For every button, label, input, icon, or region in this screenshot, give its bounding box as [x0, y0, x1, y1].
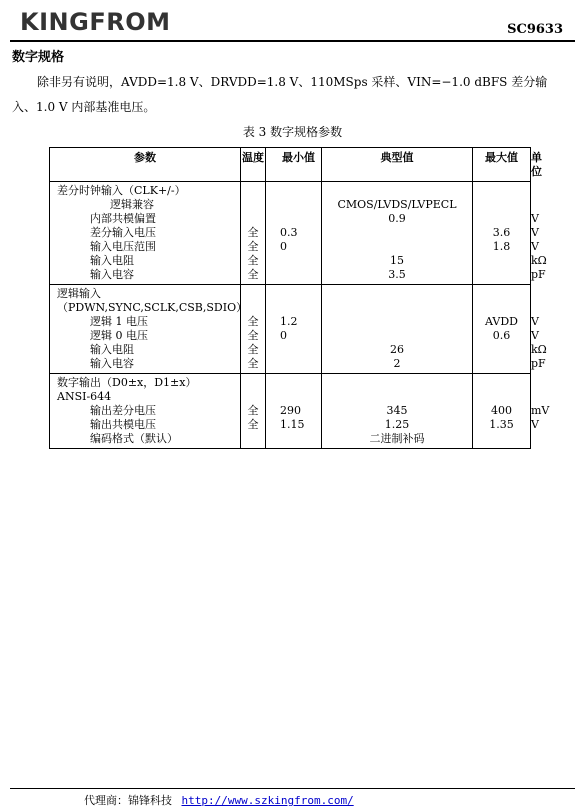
value	[241, 432, 265, 446]
param-label: 差分输入电压	[90, 226, 156, 239]
section-title: 数字规格	[12, 50, 65, 65]
footer-divider	[10, 788, 575, 789]
value: 290	[280, 404, 301, 417]
temp-cell	[241, 182, 266, 285]
group-title: 差分时钟输入（CLK+/-）	[57, 184, 186, 197]
value: 全	[247, 240, 259, 253]
value: 全	[247, 343, 259, 356]
value: 全	[247, 418, 259, 431]
value: 0	[280, 329, 287, 342]
param-cell	[50, 182, 241, 285]
value: 3.5	[388, 268, 406, 281]
value	[280, 268, 321, 282]
value	[322, 315, 472, 329]
value: 全	[247, 226, 259, 239]
value: 400	[491, 404, 512, 417]
param-label: 输入电阻	[90, 254, 134, 267]
value	[241, 198, 265, 212]
value: 0.9	[388, 212, 406, 225]
value	[473, 212, 530, 226]
param-label: 输入电容	[90, 357, 134, 370]
model-number: SC9633	[507, 22, 563, 37]
table-header-row: 参数 温度 最小值 典型值 最大值 单位	[50, 148, 531, 182]
footer	[84, 792, 354, 808]
digital-spec-table	[49, 147, 550, 449]
value: 0.6	[492, 329, 511, 342]
header-max: 最大值	[473, 148, 531, 182]
table-group-row: 差分时钟输入（CLK+/-） 逻辑兼容 内部共模偏置 差分输入电压 输入电压范围 输入电阻 输入电容 全 全 全 全 0.3 0 CMOS/LVDS/LVPECL 0.9 15 3.5 3.6 1.8 V V V kΩ pF	[50, 182, 531, 285]
param-label: 编码格式（默认）	[90, 432, 178, 445]
value	[473, 198, 530, 212]
header-divider	[10, 40, 575, 42]
typ-cell	[322, 374, 473, 449]
param-label: 输出共模电压	[90, 418, 156, 431]
group-title: 数字输出（D0±x，D1±x）	[57, 376, 197, 389]
param-cell	[50, 374, 241, 449]
footer-label: 代理商：锦锋科技	[84, 794, 172, 807]
value: 0	[280, 240, 287, 253]
min-cell	[266, 374, 322, 449]
temp-cell	[241, 285, 266, 374]
param-label: 输入电容	[90, 268, 134, 281]
typ-cell	[322, 285, 473, 374]
param-label: 输出差分电压	[90, 404, 156, 417]
temp-cell	[241, 374, 266, 449]
header-param: 参数	[50, 148, 241, 182]
typ-cell	[322, 182, 473, 285]
value: 1.15	[280, 418, 305, 431]
value: 全	[247, 404, 259, 417]
param-label: 逻辑 0 电压	[90, 329, 148, 342]
company-logo: KINGFROM	[20, 8, 171, 36]
value	[473, 357, 530, 371]
value	[473, 268, 530, 282]
group-title: ANSI-644	[57, 390, 112, 403]
footer-link[interactable]: http://www.szkingfrom.com/	[181, 794, 354, 807]
value	[280, 357, 321, 371]
value	[473, 343, 530, 357]
value: 全	[247, 329, 259, 342]
value: 26	[390, 343, 404, 356]
value: 345	[386, 404, 408, 417]
value: 1.8	[492, 240, 511, 253]
group-title: （PDWN,SYNC,SCLK,CSB,SDIO）	[57, 301, 248, 314]
param-label: 输入电阻	[90, 343, 134, 356]
table-group-row: 数字输出（D0±x，D1±x） ANSI-644 输出差分电压 输出共模电压 编码格式（默认） 全 全 290 1.15 345 1.25 二进制补码 400 1.35 mV V	[50, 374, 531, 449]
value	[280, 212, 321, 226]
value	[241, 212, 265, 226]
max-cell	[473, 285, 531, 374]
value: AVDD	[485, 315, 518, 328]
value: 全	[247, 315, 259, 328]
value: 全	[247, 254, 259, 267]
value: 0.3	[280, 226, 298, 239]
table-group-row: 逻辑输入 （PDWN,SYNC,SCLK,CSB,SDIO） 逻辑 1 电压 逻辑 0 电压 输入电阻 输入电容 全 全 全 全 1.2 0 26 2 AVDD 0.6 V V kΩ pF	[50, 285, 531, 374]
value: 1.2	[280, 315, 298, 328]
value: 1.25	[384, 418, 410, 431]
header-min: 最小值	[266, 148, 322, 182]
intro-paragraph: 除非另有说明，AVDD=1.8 V、DRVDD=1.8 V、110MSps 采样、VIN=−1.0 dBFS 差分输入、1.0 V 内部基准电压。	[12, 75, 548, 114]
value: 3.6	[492, 226, 511, 239]
param-label: 输入电压范围	[90, 240, 156, 253]
max-cell	[473, 374, 531, 449]
value	[280, 432, 321, 446]
param-label: 内部共模偏置	[90, 212, 156, 225]
param-cell	[50, 285, 248, 374]
header-temp: 温度	[241, 148, 266, 182]
value	[280, 198, 321, 212]
value: 15	[390, 254, 404, 267]
value	[280, 343, 321, 357]
value	[322, 329, 472, 343]
value: 全	[247, 268, 259, 281]
value	[280, 254, 321, 268]
group-title: 逻辑输入	[57, 287, 101, 300]
value	[322, 240, 472, 254]
value	[322, 226, 472, 240]
table-caption: 表 3 数字规格参数	[242, 125, 343, 139]
min-cell	[266, 182, 322, 285]
value: CMOS/LVDS/LVPECL	[337, 198, 457, 211]
value: 2	[393, 357, 401, 370]
value: 全	[247, 357, 259, 370]
value: 1.35	[489, 418, 514, 431]
header-typ: 典型值	[322, 148, 473, 182]
max-cell	[473, 182, 531, 285]
value	[473, 432, 530, 446]
value: 二进制补码	[369, 432, 425, 445]
min-cell	[266, 285, 322, 374]
value	[473, 254, 530, 268]
param-label: 逻辑 1 电压	[90, 315, 148, 328]
param-label: 逻辑兼容	[110, 198, 154, 211]
